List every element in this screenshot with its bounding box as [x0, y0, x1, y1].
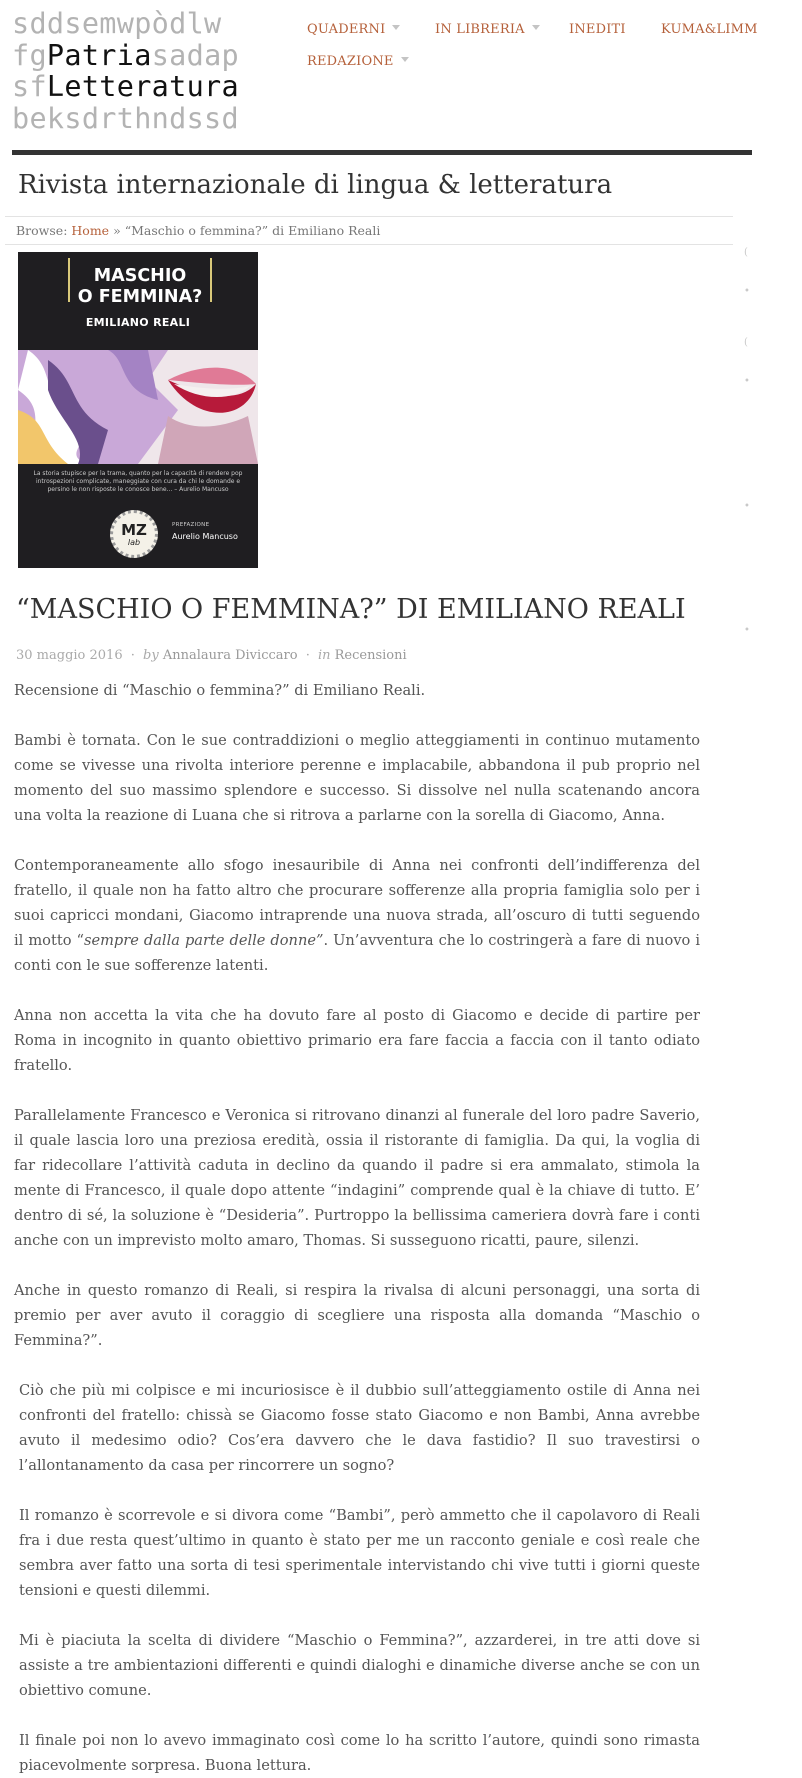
site-tagline: Rivista internazionale di lingua & letteratura — [18, 170, 613, 200]
article-paragraph: Parallelamente Francesco e Veronica si ritrovano dinanzi al funerale del loro padre Saverio, il quale lascia loro una preziosa eredità, ossia il ristorante di famiglia. Da qui, la voglia di far ridecollare l’attività caduta in declino da quando il padre si era ammalato, stimola la mente di Francesco, il quale dopo attente “indagini” comprende qual è la chiave di tutto. E’ dentro di sé, la soluzione è “Desideria”. Purtroppo la bellissima cameriera dovrà fare i conti anche con un imprevisto molto amaro, Thomas. Si susseguono ricatti, paure, silenzi. — [14, 1107, 700, 1249]
nav-item-label: QUADERNI — [307, 22, 386, 37]
logo-line — [12, 40, 239, 72]
article-paragraph — [14, 853, 700, 978]
emphasized-quote: sempre dalla parte delle donne” — [83, 932, 324, 949]
article-category-link[interactable]: Recensioni — [334, 648, 407, 663]
site-logo[interactable] — [12, 8, 239, 134]
nav-item-label: REDAZIONE — [307, 54, 394, 69]
breadcrumb — [5, 216, 733, 245]
nav-item-quaderni[interactable] — [307, 22, 400, 37]
nav-item-in-libreria[interactable] — [435, 22, 540, 37]
sidebar-edge-mark: • — [744, 286, 750, 297]
sidebar-edge-mark: ( — [744, 247, 748, 258]
cover-title — [70, 266, 210, 308]
article-title: “MASCHIO O FEMMINA?” DI EMILIANO REALI — [16, 594, 686, 625]
cover-title-line-1: MASCHIO — [93, 266, 187, 286]
article-paragraph: Ciò che più mi colpisce e mi incuriosisce è il dubbio sull’atteggiamento ostile di Anna nei confronti del fratello: chissà se Giacomo fosse stato Giacomo e non Bambi, Anna avrebbe avuto il medesimo odio? Cos’era davvero che le dava fastidio? Il suo travestirsi o l’allontanamento da casa per rincorrere un sogno? — [19, 1382, 700, 1474]
nav-item-redazione[interactable] — [307, 54, 409, 69]
sidebar-edge-mark: • — [744, 625, 750, 636]
article-paragraph: Bambi è tornata. Con le sue contraddizioni o meglio atteggiamenti in continuo mutamento come se vivesse una rivolta interiore perenne e implacabile, abbandona il pub proprio nel momento del suo massimo splendore e successo. Si dissolve nel nulla scatenando ancora una volta la reazione di Luana che si ritrova a parlarne con la sorella di Giacomo, Anna. — [14, 732, 700, 824]
meta-separator: · — [305, 648, 310, 663]
logo-line — [12, 103, 239, 135]
paragraph-text: . Un’avventura che lo costringerà a fare di nuovo i conti con le sue sofferenze latenti. — [14, 932, 701, 974]
book-cover-image[interactable] — [18, 252, 258, 568]
sidebar-edge-mark: ( — [744, 337, 748, 348]
meta-by-label: by — [143, 648, 159, 663]
article-paragraph: Anna non accetta la vita che ha dovuto fare al posto di Giacomo e decide di partire per Roma in incognito in quanto obiettivo primario era fare faccia a faccia con il tanto odiato fratello. — [14, 1007, 700, 1074]
logo-line — [12, 8, 239, 40]
publisher-logo — [110, 510, 158, 558]
article-paragraph: Mi è piaciuta la scelta di dividere “Maschio o Femmina?”, azzarderei, in tre atti dove si assiste a tre ambientazioni differenti e quindi dialoghi e dinamiche diverse anche se con un obiettivo comune. — [19, 1632, 700, 1699]
sidebar-edge-mark: • — [744, 501, 750, 512]
article-author-link[interactable]: Annalaura Diviccaro — [162, 648, 298, 663]
cover-title-line-2: O FEMMINA? — [77, 287, 203, 307]
meta-in-label: in — [317, 648, 331, 663]
cover-quote: La storia stupisce per la trama, quanto per la capacità di rendere pop introspezioni complicate, maneggiate con cura da chi le domande e persino le non risposte le conosce bene... – Aurelio Mancuso — [33, 470, 243, 493]
header-divider — [12, 150, 752, 155]
article-meta — [16, 648, 407, 663]
chevron-down-icon — [401, 57, 409, 62]
breadcrumb-current: “Maschio o femmina?” di Emiliano Reali — [124, 223, 381, 238]
article-date: 30 maggio 2016 — [16, 648, 123, 663]
cover-preface-name: Aurelio Mancuso — [172, 532, 238, 541]
chevron-down-icon — [532, 25, 540, 30]
sidebar-edge-mark: • — [744, 376, 750, 387]
chevron-down-icon — [392, 25, 400, 30]
paragraph-text: Contemporaneamente allo sfogo inesauribile di Anna nei confronti dell’indifferenza del fratello, il quale non ha fatto altro che procurare sofferenze alla propria famiglia solo per i suoi capricci mondani, Giacomo intraprende una nuova strada, all’oscuro di tutti seguendo il motto “ — [14, 857, 700, 949]
article-paragraph: Il finale poi non lo avevo immaginato così come lo ha scritto l’autore, quindi sono rimasta piacevolmente sorpresa. Buona lettura. — [19, 1732, 700, 1774]
article-paragraph: Anche in questo romanzo di Reali, si respira la rivalsa di alcuni personaggi, una sorta di premio per aver avuto il coraggio di scegliere una risposta alla domanda “Maschio o Femmina?”. — [14, 1282, 700, 1349]
cover-art-illustration — [18, 350, 258, 464]
article-paragraph: Il romanzo è scorrevole e si divora come “Bambi”, però ammetto che il capolavoro di Reali fra i due resta quest’ultimo in quanto è stato per me un racconto geniale e così reale che sembra aver fatto una sorta di tesi sperimentale intervistando chi vive tutti i giorni queste tensioni e questi dilemmi. — [19, 1507, 700, 1599]
meta-separator: · — [130, 648, 135, 663]
cover-author: EMILIANO REALI — [85, 316, 191, 329]
logo-segment: sf — [12, 70, 47, 103]
nav-item-label: IN LIBRERIA — [435, 22, 525, 37]
logo-segment: Patria — [46, 38, 152, 72]
logo-segment: Letteratura — [46, 70, 239, 103]
logo-segment: sadap — [151, 38, 239, 72]
article-intro: Recensione di “Maschio o femmina?” di Emiliano Reali. — [14, 682, 426, 699]
logo-segment: fg — [12, 38, 47, 72]
breadcrumb-separator: » — [113, 223, 121, 238]
breadcrumb-prefix: Browse: — [16, 223, 68, 238]
logo-line — [12, 71, 239, 103]
nav-item-inediti[interactable] — [569, 22, 626, 37]
nav-item-label: KUMA&LIMM — [661, 22, 758, 37]
publisher-sub: lab — [127, 538, 141, 547]
cover-preface-label: PREFAZIONE — [172, 522, 210, 528]
logo-segment: beksdrthndssd — [12, 101, 239, 135]
nav-item-kuma-limm[interactable] — [661, 22, 758, 37]
cover-title-frame — [68, 258, 212, 307]
logo-segment: sddsemwpòdlw — [12, 7, 222, 40]
nav-item-label: INEDITI — [569, 22, 626, 37]
breadcrumb-home-link[interactable]: Home — [71, 223, 110, 238]
article-body — [14, 678, 700, 1778]
publisher-name: MZ — [121, 521, 147, 539]
